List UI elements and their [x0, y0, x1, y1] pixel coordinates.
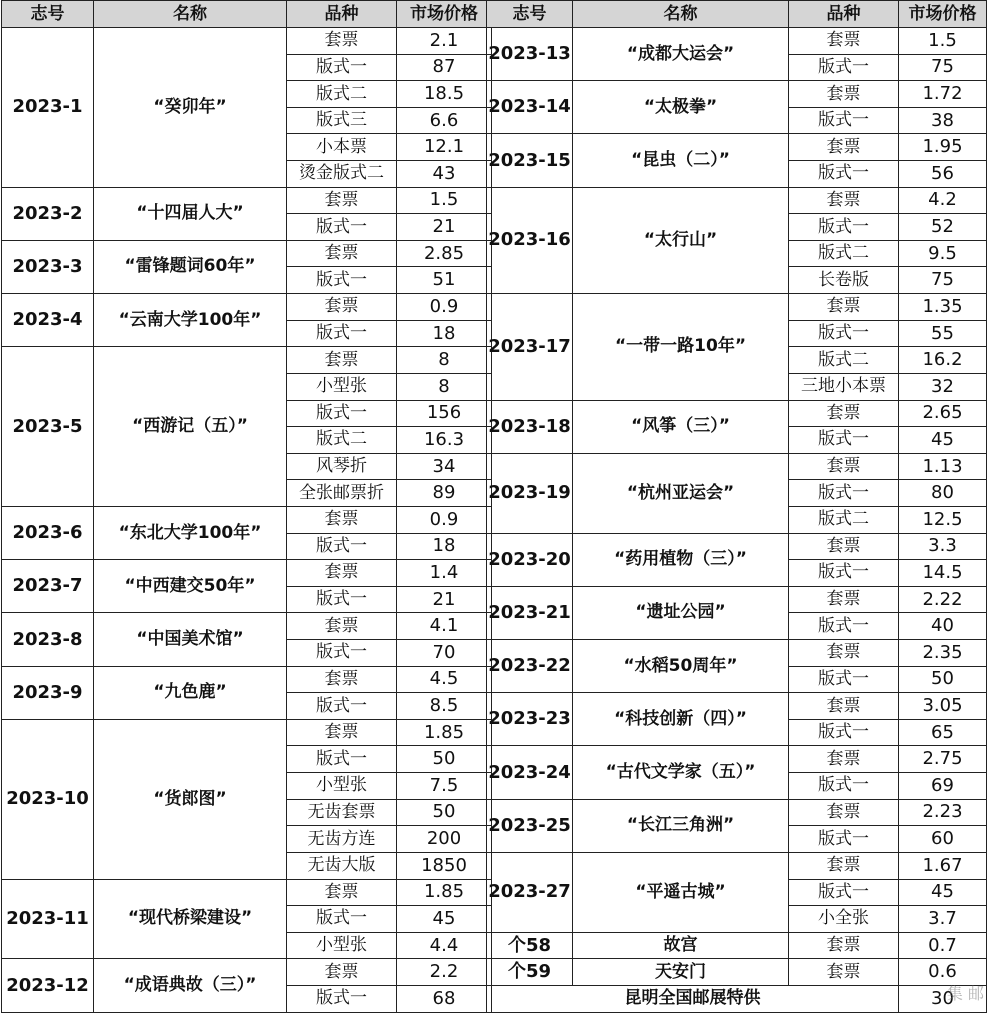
left-table-body: [2, 28, 492, 1013]
variety-cell: 小型张: [287, 932, 397, 959]
price-cell: 3.7: [899, 906, 987, 933]
header-issue: 志号: [487, 1, 573, 28]
table-row: [487, 81, 987, 108]
header-variety: 品种: [287, 1, 397, 28]
variety-cell: 风琴折: [287, 453, 397, 480]
variety-cell: 版式一: [287, 54, 397, 81]
stamp-name-cell: “西游记（五）”: [94, 347, 287, 507]
price-cell: 65: [899, 719, 987, 746]
table-row: [487, 453, 987, 480]
stamp-name-cell: “平遥古城”: [573, 852, 789, 932]
stamp-name-cell: “九色鹿”: [94, 666, 287, 719]
price-cell: 50: [397, 799, 492, 826]
right-price-table: [486, 0, 987, 1013]
price-cell: 1.4: [397, 560, 492, 587]
variety-cell: 套票: [789, 959, 899, 986]
price-cell: 2.23: [899, 799, 987, 826]
variety-cell: 版式二: [287, 81, 397, 108]
stamp-name-cell: “中西建交50年”: [94, 560, 287, 613]
price-cell: 18: [397, 320, 492, 347]
stamp-name-cell: “遗址公园”: [573, 586, 789, 639]
header-name: 名称: [94, 1, 287, 28]
issue-number-cell: 2023-27: [487, 852, 573, 932]
stamp-name-cell: “雷锋题词60年”: [94, 240, 287, 293]
variety-cell: 版式一: [789, 826, 899, 853]
table-row: [487, 799, 987, 826]
stamp-name-cell: “成都大运会”: [573, 28, 789, 81]
variety-cell: 套票: [789, 799, 899, 826]
header-issue: 志号: [2, 1, 94, 28]
stamp-name-cell: “成语典故（三）”: [94, 959, 287, 1013]
header-row: [487, 1, 987, 28]
variety-cell: 版式二: [789, 506, 899, 533]
table-row: [487, 134, 987, 161]
variety-cell: 套票: [287, 879, 397, 906]
stamp-name-cell: “癸卯年”: [94, 28, 287, 188]
price-cell: 1.5: [899, 28, 987, 55]
stamp-name-cell: “一带一路10年”: [573, 294, 789, 400]
issue-number-cell: 2023-13: [487, 28, 573, 81]
variety-cell: 版式二: [287, 427, 397, 454]
price-cell: 45: [899, 427, 987, 454]
price-cell: 0.7: [899, 932, 987, 959]
price-cell: 0.9: [397, 506, 492, 533]
price-cell: 1850: [397, 852, 492, 879]
variety-cell: 版式一: [287, 746, 397, 773]
price-cell: 2.75: [899, 746, 987, 773]
price-cell: 45: [899, 879, 987, 906]
price-cell: 21: [397, 586, 492, 613]
header-variety: 品种: [789, 1, 899, 28]
variety-cell: 小本票: [287, 134, 397, 161]
price-cell: 4.2: [899, 187, 987, 214]
price-cell: 1.85: [397, 719, 492, 746]
price-cell: 1.5: [397, 187, 492, 214]
stamp-name-cell: “十四届人大”: [94, 187, 287, 240]
issue-number-cell: 2023-22: [487, 640, 573, 693]
stamp-name-cell: “云南大学100年”: [94, 294, 287, 347]
stamp-name-cell: “水稻50周年”: [573, 640, 789, 693]
stamp-name-cell: “中国美术馆”: [94, 613, 287, 666]
price-cell: 45: [397, 906, 492, 933]
variety-cell: 版式一: [789, 320, 899, 347]
stamp-name-cell: “长江三角洲”: [573, 799, 789, 852]
issue-number-cell: 2023-14: [487, 81, 573, 134]
price-cell: 80: [899, 480, 987, 507]
variety-cell: 版式一: [287, 586, 397, 613]
price-cell: 2.35: [899, 640, 987, 667]
variety-cell: 版式一: [789, 427, 899, 454]
header-price: 市场价格: [899, 1, 987, 28]
price-cell: 69: [899, 773, 987, 800]
variety-cell: 版式二: [789, 240, 899, 267]
variety-cell: 套票: [789, 81, 899, 108]
price-cell: 4.1: [397, 613, 492, 640]
table-row: [2, 719, 492, 746]
issue-number-cell: 2023-4: [2, 294, 94, 347]
price-cell: 1.13: [899, 453, 987, 480]
price-cell: 7.5: [397, 773, 492, 800]
header-name: 名称: [573, 1, 789, 28]
header-row: [2, 1, 492, 28]
variety-cell: 版式一: [789, 161, 899, 188]
variety-cell: 三地小本票: [789, 373, 899, 400]
table-row: [2, 666, 492, 693]
issue-number-cell: 2023-5: [2, 347, 94, 507]
stamp-name-cell: “科技创新（四）”: [573, 693, 789, 746]
table-row: [2, 240, 492, 267]
price-cell: 68: [397, 985, 492, 1012]
price-cell: 70: [397, 640, 492, 667]
price-cell: 14.5: [899, 560, 987, 587]
price-cell: 52: [899, 214, 987, 241]
stamp-name-cell: “太行山”: [573, 187, 789, 293]
issue-number-cell: 2023-3: [2, 240, 94, 293]
stamp-name-cell: “货郎图”: [94, 719, 287, 879]
variety-cell: 套票: [287, 613, 397, 640]
price-cell: 51: [397, 267, 492, 294]
issue-number-cell: 2023-20: [487, 533, 573, 586]
price-cell: 3.05: [899, 693, 987, 720]
variety-cell: 套票: [789, 746, 899, 773]
variety-cell: 套票: [287, 347, 397, 374]
variety-cell: 版式一: [789, 773, 899, 800]
variety-cell: 版式三: [287, 107, 397, 134]
table-row: [2, 506, 492, 533]
price-cell: 0.9: [397, 294, 492, 321]
price-cell: 4.5: [397, 666, 492, 693]
variety-cell: 套票: [287, 506, 397, 533]
price-cell: 2.22: [899, 586, 987, 613]
price-cell: 12.1: [397, 134, 492, 161]
price-cell: 156: [397, 400, 492, 427]
variety-cell: 套票: [287, 28, 397, 55]
issue-number-cell: 2023-21: [487, 586, 573, 639]
stamp-name-cell: “太极拳”: [573, 81, 789, 134]
table-row: [487, 746, 987, 773]
variety-cell: 版式一: [287, 640, 397, 667]
footer-label-cell: 昆明全国邮展特供: [487, 985, 899, 1012]
variety-cell: 套票: [789, 932, 899, 959]
variety-cell: 无齿方连: [287, 826, 397, 853]
price-cell: 2.65: [899, 400, 987, 427]
issue-number-cell: 2023-2: [2, 187, 94, 240]
table-row: [487, 533, 987, 560]
variety-cell: 套票: [287, 959, 397, 986]
variety-cell: 套票: [789, 294, 899, 321]
table-row: [2, 294, 492, 321]
issue-number-cell: 2023-6: [2, 506, 94, 559]
variety-cell: 套票: [789, 640, 899, 667]
price-cell: 2.85: [397, 240, 492, 267]
variety-cell: 版式一: [287, 533, 397, 560]
variety-cell: 套票: [287, 666, 397, 693]
stamp-name-cell: 故宫: [573, 932, 789, 959]
table-row: [2, 879, 492, 906]
stamp-name-cell: “风筝（三）”: [573, 400, 789, 453]
table-row: [2, 28, 492, 55]
issue-number-cell: 个59: [487, 959, 573, 986]
price-cell: 2.1: [397, 28, 492, 55]
price-cell: 50: [397, 746, 492, 773]
table-row: [2, 187, 492, 214]
price-cell: 0.6: [899, 959, 987, 986]
table-row: [2, 347, 492, 374]
variety-cell: 版式一: [287, 267, 397, 294]
issue-number-cell: 2023-15: [487, 134, 573, 187]
issue-number-cell: 2023-18: [487, 400, 573, 453]
variety-cell: 套票: [287, 240, 397, 267]
issue-number-cell: 2023-23: [487, 693, 573, 746]
variety-cell: 版式一: [789, 879, 899, 906]
issue-number-cell: 2023-16: [487, 187, 573, 293]
price-cell: 6.6: [397, 107, 492, 134]
variety-cell: 版式一: [287, 906, 397, 933]
price-cell: 87: [397, 54, 492, 81]
variety-cell: 无齿大版: [287, 852, 397, 879]
variety-cell: 无齿套票: [287, 799, 397, 826]
variety-cell: 小全张: [789, 906, 899, 933]
price-cell: 18: [397, 533, 492, 560]
price-cell: 18.5: [397, 81, 492, 108]
stamp-name-cell: “药用植物（三）”: [573, 533, 789, 586]
price-cell: 8: [397, 373, 492, 400]
variety-cell: 版式一: [789, 214, 899, 241]
variety-cell: 长卷版: [789, 267, 899, 294]
right-table-body: [487, 28, 987, 1013]
table-row: [487, 400, 987, 427]
variety-cell: 版式一: [789, 107, 899, 134]
table-row: [487, 187, 987, 214]
price-cell: 56: [899, 161, 987, 188]
price-cell: 3.3: [899, 533, 987, 560]
variety-cell: 套票: [789, 134, 899, 161]
variety-cell: 套票: [789, 187, 899, 214]
table-row: [487, 852, 987, 879]
variety-cell: 套票: [789, 453, 899, 480]
table-row: [487, 294, 987, 321]
price-cell: 16.3: [397, 427, 492, 454]
table-row: [487, 640, 987, 667]
variety-cell: 版式一: [789, 666, 899, 693]
price-cell: 43: [397, 161, 492, 188]
footer-price-cell: 30: [899, 985, 987, 1012]
issue-number-cell: 2023-25: [487, 799, 573, 852]
variety-cell: 套票: [789, 400, 899, 427]
price-cell: 12.5: [899, 506, 987, 533]
variety-cell: 版式一: [789, 560, 899, 587]
price-cell: 9.5: [899, 240, 987, 267]
price-cell: 1.95: [899, 134, 987, 161]
price-cell: 75: [899, 54, 987, 81]
variety-cell: 套票: [789, 28, 899, 55]
variety-cell: 小型张: [287, 773, 397, 800]
price-cell: 40: [899, 613, 987, 640]
variety-cell: 版式一: [789, 719, 899, 746]
issue-number-cell: 个58: [487, 932, 573, 959]
price-cell: 4.4: [397, 932, 492, 959]
issue-number-cell: 2023-19: [487, 453, 573, 533]
issue-number-cell: 2023-8: [2, 613, 94, 666]
footer-row: [487, 985, 987, 1012]
stamp-name-cell: “昆虫（二）”: [573, 134, 789, 187]
variety-cell: 版式一: [287, 214, 397, 241]
variety-cell: 套票: [287, 560, 397, 587]
stamp-name-cell: “杭州亚运会”: [573, 453, 789, 533]
variety-cell: 套票: [789, 586, 899, 613]
price-cell: 1.85: [397, 879, 492, 906]
issue-number-cell: 2023-10: [2, 719, 94, 879]
issue-number-cell: 2023-24: [487, 746, 573, 799]
table-row: [2, 613, 492, 640]
price-cell: 200: [397, 826, 492, 853]
stamp-name-cell: “东北大学100年”: [94, 506, 287, 559]
table-row: [487, 959, 987, 986]
variety-cell: 全张邮票折: [287, 480, 397, 507]
price-cell: 34: [397, 453, 492, 480]
stamp-name-cell: “古代文学家（五）”: [573, 746, 789, 799]
variety-cell: 版式一: [287, 320, 397, 347]
price-cell: 8.5: [397, 693, 492, 720]
variety-cell: 套票: [789, 533, 899, 560]
variety-cell: 版式一: [287, 985, 397, 1012]
price-cell: 1.72: [899, 81, 987, 108]
watermark: 集 邮: [946, 984, 984, 1003]
variety-cell: 套票: [287, 719, 397, 746]
stamp-name-cell: “现代桥梁建设”: [94, 879, 287, 959]
price-cell: 75: [899, 267, 987, 294]
variety-cell: 版式一: [789, 480, 899, 507]
variety-cell: 套票: [789, 693, 899, 720]
variety-cell: 版式一: [287, 400, 397, 427]
variety-cell: 版式一: [287, 693, 397, 720]
table-row: [2, 560, 492, 587]
price-cell: 50: [899, 666, 987, 693]
header-price: 市场价格: [397, 1, 492, 28]
issue-number-cell: 2023-9: [2, 666, 94, 719]
price-cell: 60: [899, 826, 987, 853]
issue-number-cell: 2023-1: [2, 28, 94, 188]
variety-cell: 版式一: [789, 54, 899, 81]
table-row: [487, 932, 987, 959]
price-cell: 21: [397, 214, 492, 241]
price-cell: 8: [397, 347, 492, 374]
table-row: [487, 586, 987, 613]
variety-cell: 套票: [287, 187, 397, 214]
variety-cell: 小型张: [287, 373, 397, 400]
issue-number-cell: 2023-17: [487, 294, 573, 400]
variety-cell: 版式一: [789, 613, 899, 640]
stamp-name-cell: 天安门: [573, 959, 789, 986]
price-cell: 89: [397, 480, 492, 507]
issue-number-cell: 2023-7: [2, 560, 94, 613]
variety-cell: 版式二: [789, 347, 899, 374]
price-cell: 55: [899, 320, 987, 347]
issue-number-cell: 2023-12: [2, 959, 94, 1013]
issue-number-cell: 2023-11: [2, 879, 94, 959]
table-row: [2, 959, 492, 986]
price-cell: 1.35: [899, 294, 987, 321]
price-cell: 16.2: [899, 347, 987, 374]
price-cell: 1.67: [899, 852, 987, 879]
price-cell: 38: [899, 107, 987, 134]
table-row: [487, 28, 987, 55]
price-cell: 2.2: [397, 959, 492, 986]
table-row: [487, 693, 987, 720]
price-cell: 32: [899, 373, 987, 400]
variety-cell: 套票: [789, 852, 899, 879]
left-price-table: [1, 0, 492, 1013]
variety-cell: 套票: [287, 294, 397, 321]
variety-cell: 烫金版式二: [287, 161, 397, 188]
